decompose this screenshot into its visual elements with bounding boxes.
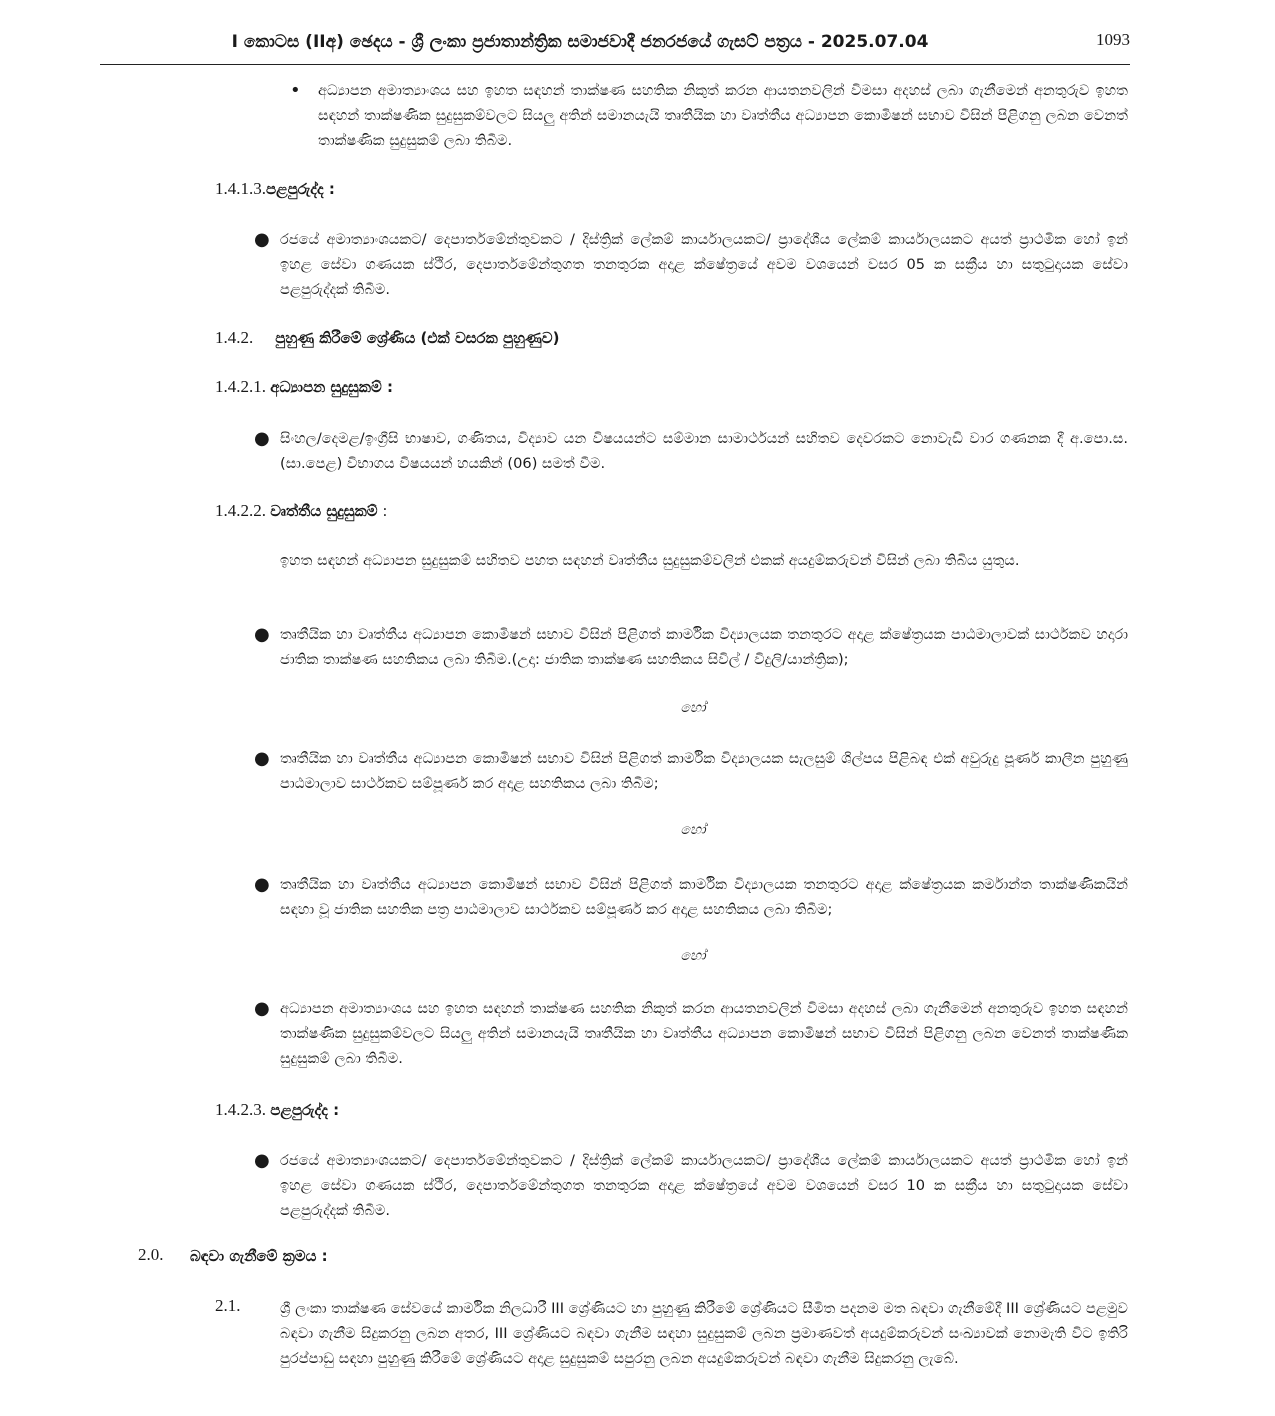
heading-label: පළපුරුද්ද :	[270, 1101, 340, 1119]
heading-number: 1.4.2.3.	[215, 1100, 266, 1119]
header-title: I කොටස (IIඅ) ඡෙදය - ශ්‍රී ලංකා ප්‍රජාතාන්ත්‍රික සමාජවාදී ජනරජයේ ගැසට් පත්‍රය - 2025.07.04	[231, 32, 929, 52]
recruitment-procedure-text: ශ්‍රී ලංකා තාක්ෂණ සේවයේ කාර්මික නිලධාරී III ශ්‍රේණියට හා පුහුණු කිරීමේ ශ්‍රේණියට සීමිත පදනම මත බඳවා ගැනීමේදී III ශ්‍රේණියට පළමුව බඳවා ගැනීම සිදුකරනු ලබන අතර, III ශ්‍රේණියට බඳවා ගැනීම සඳහා සුදුසුකම් ලබන ප්‍රමාණවත් අයදුම්කරුවන් සංඛ්‍යාවක් නොමැති විට ඉතිරි පුරප්පාඩු සඳහා පුහුණු කිරීමේ ශ්‍රේණියට අදාළ සුදුසුකම් සපුරනු ලබන අයදුම්කරුවන් බඳවා ගැනීම සිදුකරනු ලැබේ.	[280, 1300, 1128, 1367]
or-separator: හෝ	[680, 948, 706, 964]
or-separator: හෝ	[680, 700, 706, 716]
bullet-marker: ●	[254, 229, 270, 250]
heading-colon: :	[377, 502, 388, 520]
vocational-option-4: අධ්‍යාපන අමාත්‍යාංශය සහ ඉහත සඳහන් තාක්ෂණ සහතික නිකුත් කරන ආයතනවලින් විමසා අදහස් ලබා ගැනීමෙන් අනතුරුව ඉහත සඳහන් තාක්ෂණික සුදුසුකම්වලට සියලු අතින් සමානයැයි තෘතීයික හා වෘත්තීය අධ්‍යාපන කොමිෂන් සභාව විසින් පිළිගනු ලබන වෙනත් තාක්ෂණික සුදුසුකම් ලබා තිබීම.	[280, 1000, 1128, 1067]
heading-1-4-2-1	[215, 374, 393, 400]
heading-label: පළපුරුද්ද :	[266, 180, 335, 198]
bullet-marker: •	[290, 80, 301, 101]
bullet-marker: ●	[254, 748, 270, 769]
heading-label: වෘත්තීය සුදුසුකම්	[270, 502, 378, 520]
bullet-marker: ●	[254, 624, 270, 645]
vocational-option-2: තෘතීයික හා වෘත්තීය අධ්‍යාපන කොමිෂන් සභාව විසින් පිළිගත් කාර්මික විද්‍යාලයක සැලසුම් ශිල්පය පිළිබඳ එක් අවුරුදු පූර්ණ කාලීන පුහුණු පාඨමාලාව සාර්ථකව සම්පූර්ණ කර අදාළ සහතිකය ලබා තිබීම;	[280, 750, 1128, 792]
bullet-marker: ●	[254, 874, 270, 895]
or-separator: හෝ	[680, 822, 706, 838]
section-title-recruitment-method: බඳවා ගැනීමේ ක්‍රමය :	[190, 1247, 328, 1265]
page-header	[100, 28, 1130, 65]
heading-number: 1.4.2.	[215, 328, 254, 347]
vocational-intro-text: ඉහත සඳහන් අධ්‍යාපන සුදුසුකම් සහිතව පහත සඳහන් වෘත්තීය සුදුසුකම්වලින් එකක් අයදුම්කරුවන් විසින් ලබා තිබිය යුතුය.	[280, 552, 1020, 569]
bullet-marker: ●	[254, 428, 270, 449]
experience-5yrs-text: රජයේ අමාත්‍යාංශයකට/ දෙපාර්තමේන්තුවකට / දිස්ත්‍රික් ලේකම් කාර්යාලයකට/ ප්‍රාදේශීය ලේකම් කාර්යාලයකට අයත් ප්‍රාථමික හෝ ඉන් ඉහළ සේවා ගණයක ස්ථිර, දෙපාර්තමේන්තුගත තනතුරක අදාළ ක්ෂේත්‍රයේ අවම වශයෙන් වසර 05 ක සක්‍රීය හා සතුටුදායක සේවා පළපුරුද්දක් තිබීම.	[280, 231, 1128, 298]
heading-number: 1.4.2.2.	[215, 501, 266, 520]
top-bullet-text: අධ්‍යාපන අමාත්‍යාංශය සහ ඉහත සඳහන් තාක්ෂණ සහතික නිකුත් කරන ආයතනවලින් විමසා අදහස් ලබා ගැනීමෙන් අනතුරුව ඉහත සඳහන් තාක්ෂණික සුදුසුකම්වලට සියලු අතින් සමානයැයි තෘතීයික හා වෘත්තීය අධ්‍යාපන කොමිෂන් සභාව විසින් පිළිගනු ලබන වෙනත් තාක්ෂණික සුදුසුකම් ලබා තිබීම.	[318, 82, 1128, 149]
heading-1-4-2-2	[215, 498, 387, 524]
vocational-option-1: තෘතීයික හා වෘත්තීය අධ්‍යාපන කොමිෂන් සභාව විසින් පිළිගත් කාර්මික විද්‍යාලයක තනතුරට අදාළ ක්ෂේත්‍රයක පාඨමාලාවක් සාර්ථකව හදාරා ජාතික තාක්ෂණ සහතිකය ලබා තිබීම.(උදා: ජාතික තාක්ෂණ සහතිකය සිවිල් / විදුලි/යාන්ත්‍රික);	[280, 626, 1128, 668]
education-qualification-text: සිංහල/දෙමළ/ඉංග්‍රීසි භාෂාව, ගණිතය, විද්‍යාව යන විෂයයන්ට සම්මාන සාමාර්ථයන් සහිතව දෙවරකට නොවැඩි වාර ගණනක දී අ.පො.ස. (සා.පෙළ) විභාගය විෂයයන් හයකින් (06) සමත් වීම.	[280, 430, 1128, 472]
section-number-2-1: 2.1.	[215, 1296, 241, 1315]
heading-number: 1.4.2.1.	[215, 377, 266, 396]
heading-number: 1.4.1.3.	[215, 179, 266, 198]
heading-1-4-2-3	[215, 1097, 339, 1123]
bullet-marker: ●	[254, 998, 270, 1019]
heading-1-4-2	[215, 325, 559, 351]
vocational-option-3: තෘතීයික හා වෘත්තීය අධ්‍යාපන කොමිෂන් සභාව විසින් පිළිගත් කාර්මික විද්‍යාලයක තනතුරට අදාළ ක්ෂේත්‍රයක කර්මාන්ත තාක්ෂණිකයින් සඳහා වූ ජාතික සහතික පත්‍ර පාඨමාලාව සාර්ථකව සම්පූර්ණ කර අදාළ සහතිකය ලබා තිබීම;	[280, 876, 1128, 918]
section-number-2-0: 2.0.	[138, 1245, 164, 1264]
experience-10yrs-text: රජයේ අමාත්‍යාංශයකට/ දෙපාර්තමේන්තුවකට / දිස්ත්‍රික් ලේකම් කාර්යාලයකට/ ප්‍රාදේශීය ලේකම් කාර්යාලයකට අයත් ප්‍රාථමික හෝ ඉන් ඉහළ සේවා ගණයක ස්ථිර, දෙපාර්තමේන්තුගත තනතුරක අදාළ ක්ෂේත්‍රයේ අවම වශයෙන් වසර 10 ක සක්‍රීය හා සතුටුදායක සේවා පළපුරුද්දක් තිබීම.	[280, 1152, 1128, 1219]
page-number: 1093	[1096, 30, 1130, 49]
heading-1-4-1-3	[215, 176, 335, 202]
heading-label: අධ්‍යාපන සුදුසුකම් :	[270, 378, 393, 396]
heading-label: පුහුණු කිරීමේ ශ්‍රේණිය (එක් වසරක පුහුණුව)	[275, 329, 560, 347]
bullet-marker: ●	[254, 1150, 270, 1171]
